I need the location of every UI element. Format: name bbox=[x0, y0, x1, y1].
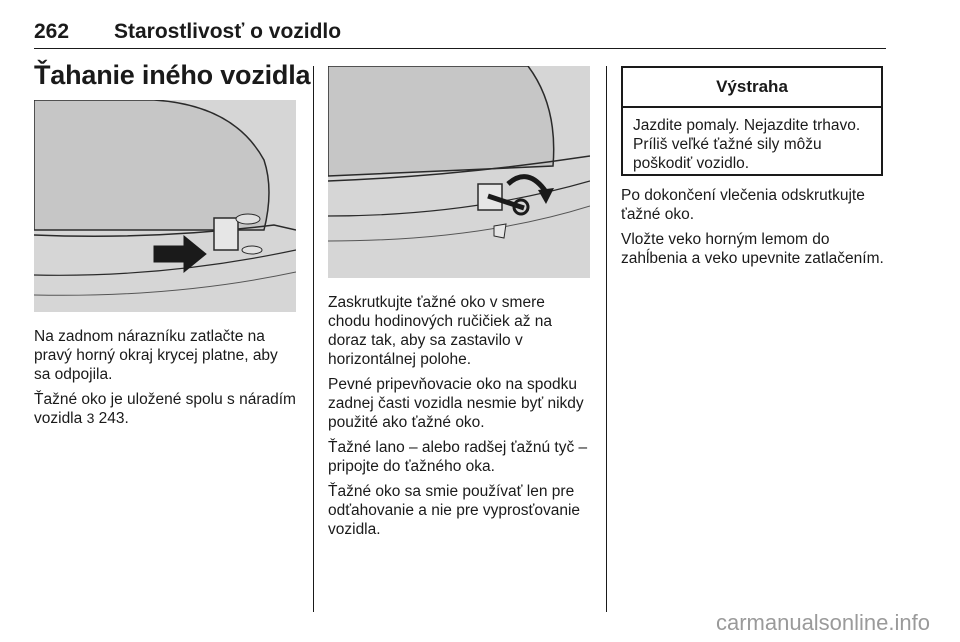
column2-text bbox=[328, 293, 590, 545]
warning-text: Jazdite pomaly. Nejazdite trhavo. Príliš veľké ťažné sily môžu poškodiť vozidlo. bbox=[633, 117, 861, 172]
column1-text bbox=[34, 327, 296, 434]
paragraph: Vložte veko horným lemom do zahĺbenia a veko upevnite zatlačením. bbox=[621, 231, 884, 267]
paragraph: Zaskrutkujte ťažné oko v smere chodu hodinových ručičiek až na doraz tak, aby sa zastavilo v horizontálnej polohe. bbox=[328, 294, 553, 368]
paragraph: Pevné pripevňovacie oko na spodku zadnej časti vozidla nesmie byť nikdy použité ako ťažné oko. bbox=[328, 376, 584, 431]
warning-title: Výstraha bbox=[623, 68, 881, 108]
bumper-cover-illustration-icon bbox=[34, 100, 296, 312]
warning-box bbox=[621, 66, 883, 176]
column-divider bbox=[606, 66, 607, 612]
watermark: carmanualsonline.info bbox=[715, 610, 930, 635]
column3-text bbox=[621, 186, 885, 274]
running-title: Starostlivosť o vozidlo bbox=[114, 20, 342, 43]
tow-eye-figure bbox=[328, 66, 590, 278]
bumper-cover-figure bbox=[34, 100, 296, 312]
reference-arrow-icon: 3 bbox=[86, 410, 95, 426]
tow-eye-illustration-icon bbox=[328, 66, 590, 278]
paragraph: Ťažné oko sa smie používať len pre odťahovanie a nie pre vyprosťovanie vozidla. bbox=[328, 483, 581, 538]
paragraph: Po dokončení vlečenia odskrutkujte ťažné oko. bbox=[621, 187, 865, 223]
paragraph-with-reference bbox=[34, 390, 296, 428]
page-number: 262 bbox=[34, 20, 70, 43]
paragraph: Na zadnom nárazníku zatlačte na pravý horný okraj krycej platne, aby sa odpojila. bbox=[34, 328, 278, 383]
column-divider bbox=[313, 66, 314, 612]
section-title: Ťahanie iného vozidla bbox=[34, 60, 311, 90]
paragraph: Ťažné lano – alebo radšej ťažnú tyč – pripojte do ťažného oka. bbox=[328, 439, 588, 475]
page-header bbox=[34, 20, 886, 50]
header-rule bbox=[34, 48, 886, 49]
reference-page[interactable]: 243. bbox=[98, 410, 129, 427]
paragraph-text: Ťažné oko je uložené spolu s náradím vozidla bbox=[34, 391, 296, 427]
